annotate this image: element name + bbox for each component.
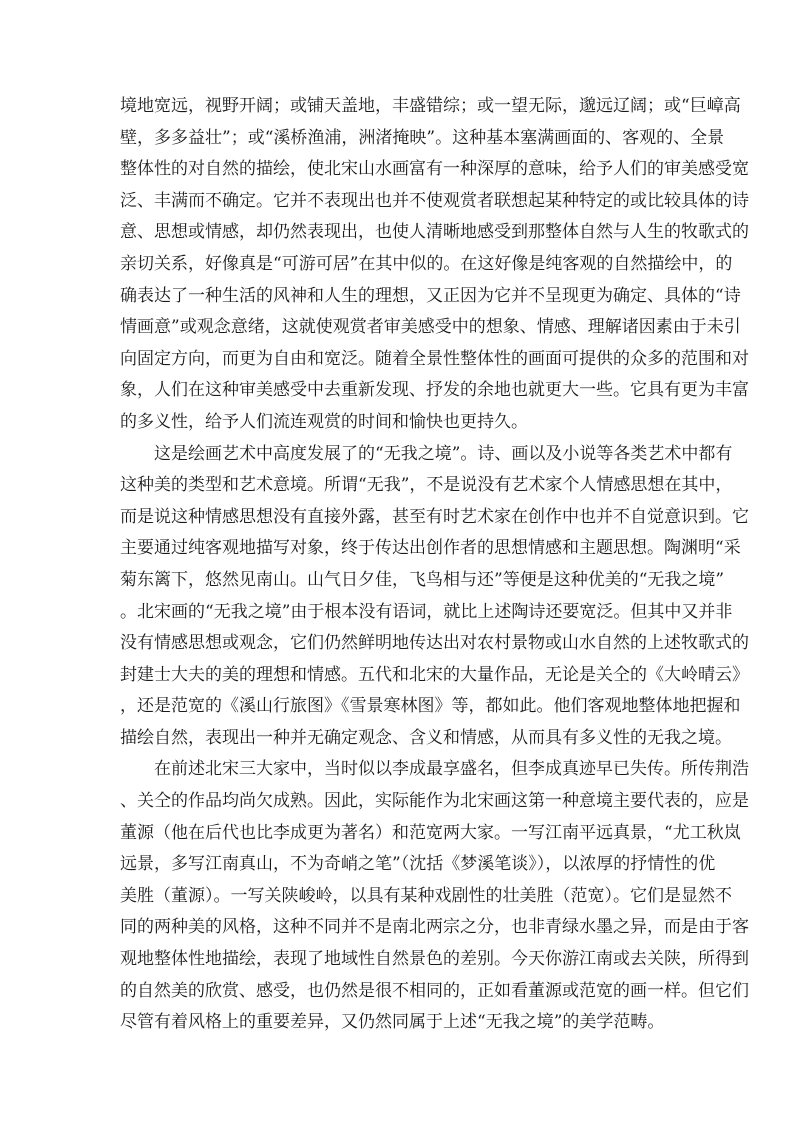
text-line: 。北宋画的“无我之境”由于根本没有语词，就比上述陶诗还要宽泛。但其中又并非 [120, 601, 733, 622]
text-line: 的自然美的欣赏、感受，也仍然是很不相同的，正如看董源或范宽的画一样。但它们 [120, 980, 749, 1001]
text-line: 而是说这种情感思想没有直接外露，甚至有时艺术家在创作中也并不自觉意识到。它 [120, 506, 749, 527]
text-line: 意、思想或情感，却仍然表现出，也使人清晰地感受到那整体自然与人生的牧歌式的 [120, 222, 749, 243]
document-page [120, 91, 749, 1039]
text-line: 泛、丰满而不确定。它并不表现出也并不使观赏者联想起某种特定的或比较具体的诗 [120, 190, 749, 211]
text-line: 美胜（董源）。一写关陕峻岭，以具有某种戏剧性的壮美胜（范宽）。它们是显然不 [120, 885, 732, 906]
text-line: ，还是范宽的《溪山行旅图》《雪景寒林图》等，都如此。他们客观地整体地把握和 [120, 696, 741, 717]
text-line: 、关仝的作品均尚欠成熟。因此，实际能作为北宋画这第一种意境主要代表的，应是 [120, 791, 749, 812]
paragraph-2 [120, 439, 749, 755]
paragraph-1 [120, 91, 749, 439]
paragraph-3 [120, 754, 749, 1038]
text-line: 象，人们在这种审美感受中去重新发现、抒发的余地也就更大一些。它具有更为丰富 [120, 380, 749, 401]
text-line: 尽管有着风格上的重要差异，又仍然同属于上述“无我之境”的美学范畴。 [120, 1012, 665, 1033]
text-line: 没有情感思想或观念，它们仍然鲜明地传达出对农村景物或山水自然的上述牧歌式的 [120, 633, 749, 654]
text-line: 情画意”或观念意绪，这就使观赏者审美感受中的想象、情感、理解诸因素由于未引 [120, 317, 741, 338]
text-line: 亲切关系，好像真是“可游可居”在其中似的。在这好像是纯客观的自然描绘中，的 [120, 253, 733, 274]
text-line: 描绘自然，表现出一种并无确定观念、含义和情感，从而具有多义性的无我之境。 [120, 727, 732, 748]
text-line: 封建士大夫的美的理想和情感。五代和北宋的大量作品，无论是关仝的《大岭晴云》 [120, 664, 749, 685]
text-line: 同的两种美的风格，这种不同并不是南北两宗之分，也非青绿水墨之异，而是由于客 [120, 917, 749, 938]
text-line: 向固定方向，而更为自由和宽泛。随着全景性整体性的画面可提供的众多的范围和对 [120, 348, 749, 369]
text-line: 观地整体性地描绘，表现了地域性自然景色的差别。今天你游江南或去关陕，所得到 [120, 949, 749, 970]
text-line: 整体性的对自然的描绘，使北宋山水画富有一种深厚的意味，给予人们的审美感受宽 [120, 159, 749, 180]
text-line: 确表达了一种生活的风神和人生的理想，又正因为它并不呈现更为确定、具体的“诗 [120, 285, 741, 306]
text-line: 远景，多写江南真山，不为奇峭之笔”（沈括《梦溪笔谈》），以浓厚的抒情性的优 [120, 854, 716, 875]
text-line: 主要通过纯客观地描写对象，终于传达出创作者的思想情感和主题思想。陶渊明“采 [120, 538, 741, 559]
text-line: 菊东篱下，悠然见南山。山气日夕佳，飞鸟相与还”等便是这种优美的“无我之境” [120, 569, 725, 590]
text-line: 这种美的类型和艺术意境。所谓“无我”，不是说没有艺术家个人情感思想在其中， [120, 475, 733, 496]
text-line: 董源（他在后代也比李成更为著名）和范宽两大家。一写江南平远真景，“尤工秋岚 [120, 822, 741, 843]
text-line: 的多义性，给予人们流连观赏的时间和愉快也更持久。 [120, 411, 528, 432]
text-line: 壁，多多益壮”；或“溪桥渔浦，洲渚掩映”。这种基本塞满画面的、客观的、全景 [120, 127, 725, 148]
text-line: 在前述北宋三大家中，当时似以李成最享盛名，但李成真迹早已失传。所传荆浩 [120, 759, 749, 780]
text-line: 这是绘画艺术中高度发展了的“无我之境”。诗、画以及小说等各类艺术中都有 [120, 443, 733, 464]
text-line: 境地宽远，视野开阔；或铺天盖地，丰盛错综；或一望无际，邈远辽阔；或“巨嶂高 [120, 96, 741, 116]
